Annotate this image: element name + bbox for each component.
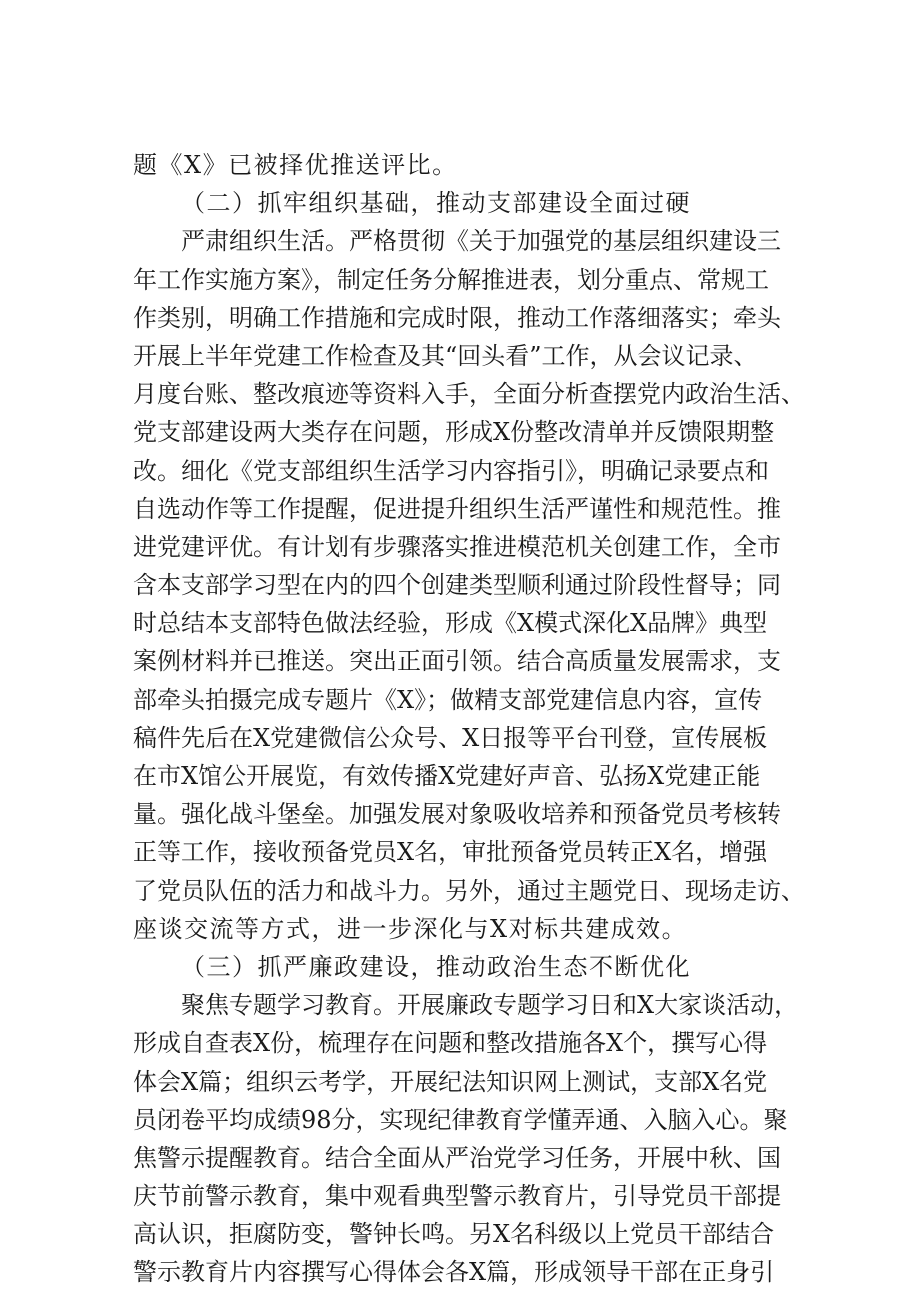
text-line: 作类别，明确工作措施和完成时限，推动工作落细落实；牵头 [133, 303, 781, 332]
text-line: 庆节前警示教育，集中观看典型警示教育片，引导党员干部提 [133, 1182, 781, 1211]
text-line: 月度台账、整改痕迹等资料入手，全面分析查摆党内政治生活、 [133, 380, 805, 409]
text-line: 严肃组织生活。严格贯彻《关于加强党的基层组织建设三 [181, 227, 781, 256]
text-line: 党支部建设两大类存在问题，形成X份整改清单并反馈限期整 [133, 418, 775, 447]
text-line: 稿件先后在X党建微信公众号、X日报等平台刊登，宣传展板 [133, 723, 768, 752]
text-line: 含本支部学习型在内的四个创建类型顺利通过阶段性督导；同 [133, 571, 781, 600]
text-line: 年工作实施方案》，制定任务分解推进表，划分重点、常规工 [133, 265, 769, 294]
text-line: 了党员队伍的活力和战斗力。另外，通过主题党日、现场走访、 [133, 876, 805, 905]
text-line: 部牵头拍摄完成专题片《X》；做精支部党建信息内容，宣传 [133, 685, 763, 714]
text-line: 题《X》已被择优推送评比。 [133, 151, 458, 179]
text-line: （二）抓牢组织基础，推动支部建设全面过硬 [181, 189, 691, 218]
text-line: 开展上半年党建工作检查及其“回头看”工作，从会议记录、 [133, 341, 758, 370]
text-line: 警示教育片内容撰写心得体会各X篇，形成领导干部在正身引 [133, 1258, 775, 1287]
text-line: 进党建评优。有计划有步骤落实推进模范机关创建工作，全市 [133, 532, 781, 561]
text-line: 自选动作等工作提醒，促进提升组织生活严谨性和规范性。推 [133, 494, 781, 523]
text-line: 时总结本支部特色做法经验，形成《X模式深化X品牌》典型 [133, 609, 768, 638]
text-line: 案例材料并已推送。突出正面引领。结合高质量发展需求，支 [133, 647, 781, 676]
text-line: 座谈交流等方式，进一步深化与X对标共建成效。 [133, 914, 688, 943]
text-line: 员闭卷平均成绩98分，实现纪律教育学懂弄通、入脑入心。聚 [133, 1105, 788, 1134]
text-line: 体会X篇；组织云考学，开展纪法知识网上测试，支部X名党 [133, 1067, 768, 1096]
document-body [133, 146, 823, 1292]
text-line: 形成自查表X份，梳理存在问题和整改措施各X个，撰写心得 [133, 1029, 768, 1058]
text-line: 焦警示提醒教育。结合全面从严治党学习任务，开展中秋、国 [133, 1143, 781, 1172]
text-line: 高认识，拒腐防变，警钟长鸣。另X名科级以上党员干部结合 [133, 1220, 775, 1249]
text-line: 聚焦专题学习教育。开展廉政专题学习日和X大家谈活动， [181, 991, 799, 1020]
text-line: 正等工作，接收预备党员X名，审批预备党员转正X名，增强 [133, 838, 768, 867]
text-line: 改。细化《党支部组织生活学习内容指引》，明确记录要点和 [133, 456, 769, 485]
text-line: 在市X馆公开展览，有效传播X党建好声音、弘扬X党建正能 [133, 762, 761, 790]
text-line: （三）抓严廉政建设，推动政治生态不断优化 [181, 952, 691, 981]
text-line: 量。强化战斗堡垒。加强发展对象吸收培养和预备党员考核转 [133, 800, 781, 829]
